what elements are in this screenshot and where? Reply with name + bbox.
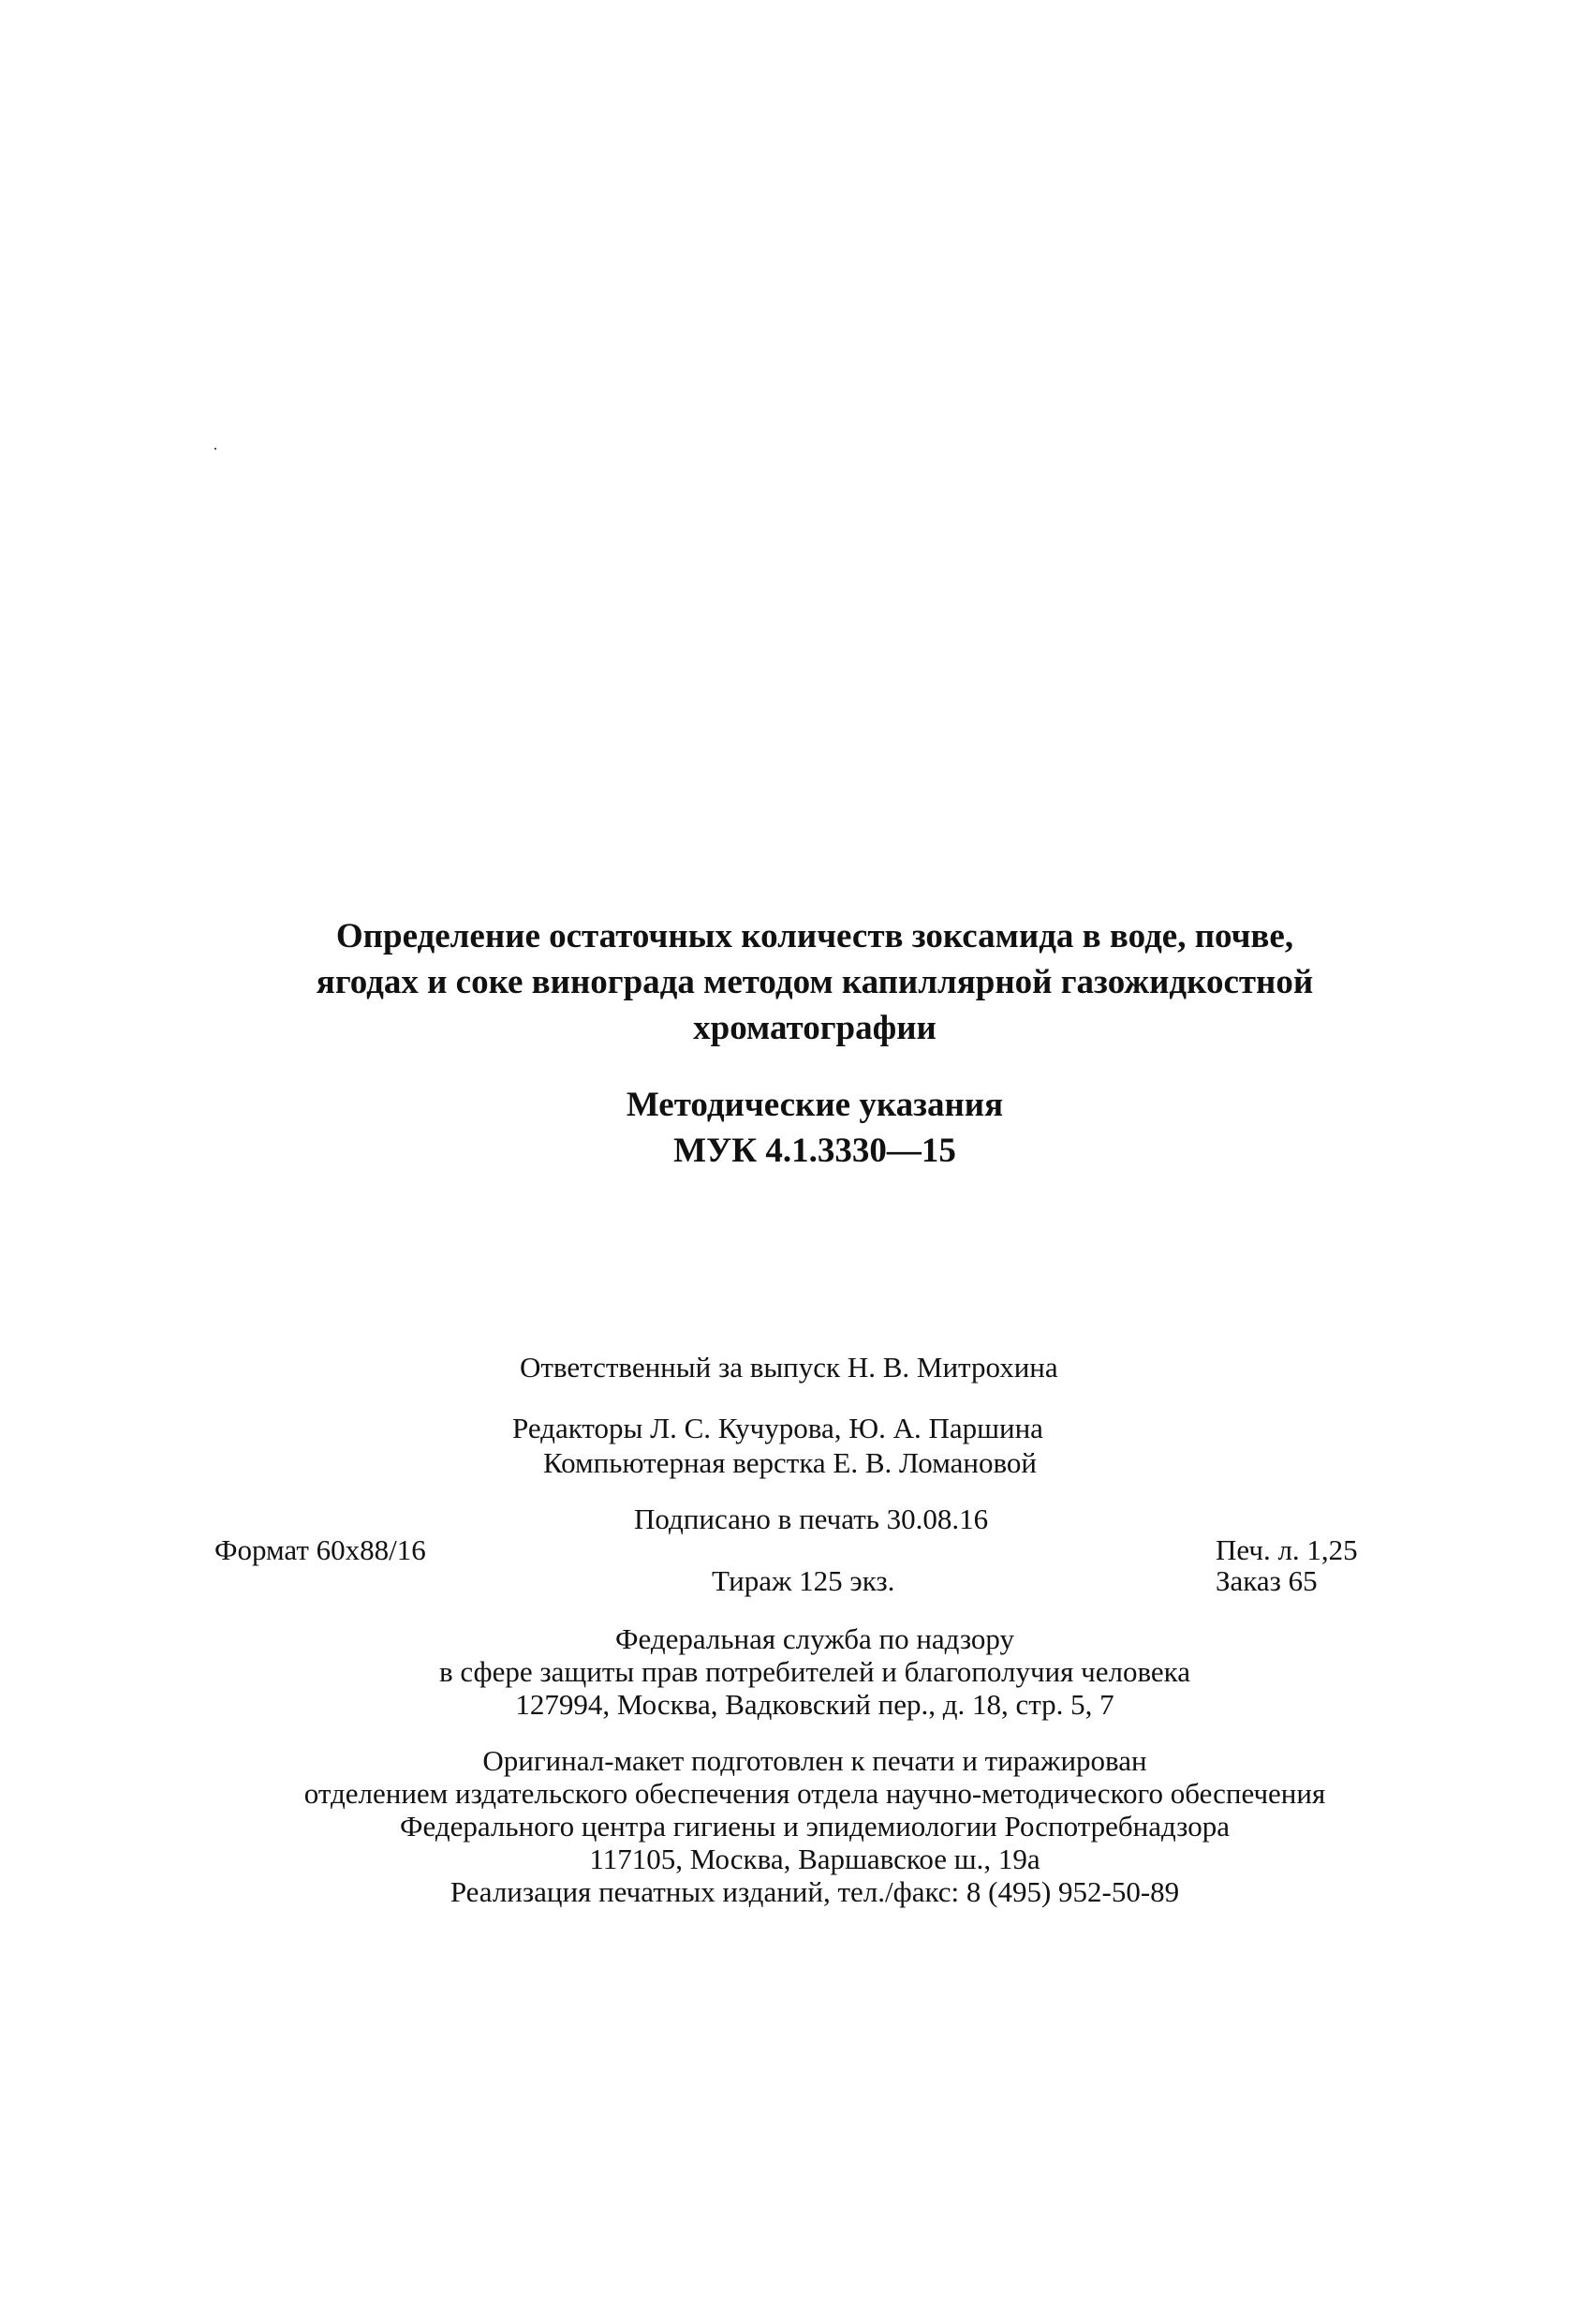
sales-contact: Реализация печатных изданий, тел./факс: 8 (495) 952-50-89 bbox=[450, 1875, 1180, 1908]
order-number: Заказ 65 bbox=[1216, 1564, 1318, 1597]
publisher-line: Федеральная служба по надзору bbox=[615, 1622, 1014, 1655]
printer-line: отделением издательского обеспечения отдела научно-методического обеспечения bbox=[303, 1777, 1326, 1810]
printer-line: Федерального центра гигиены и эпидемиологии Роспотребнадзора bbox=[400, 1810, 1230, 1843]
scan-speck bbox=[214, 448, 216, 450]
responsible-editor: Ответственный за выпуск Н. В. Митрохина bbox=[520, 1351, 1058, 1384]
printer-address: 117105, Москва, Варшавское ш., 19а bbox=[589, 1843, 1040, 1875]
editors: Редакторы Л. С. Кучурова, Ю. А. Паршина bbox=[512, 1412, 1043, 1444]
layout-credit: Компьютерная верстка Е. В. Ломановой bbox=[543, 1446, 1037, 1479]
printed-sheets: Печ. л. 1,25 bbox=[1216, 1533, 1358, 1566]
signed-date: Подписано в печать 30.08.16 bbox=[634, 1502, 989, 1535]
publisher-address: 127994, Москва, Вадковский пер., д. 18, стр. 5, 7 bbox=[515, 1688, 1114, 1721]
circulation: Тираж 125 экз. bbox=[712, 1564, 895, 1597]
document-title bbox=[187, 913, 1442, 1051]
publisher-line: в сфере защиты прав потребителей и благополучия человека bbox=[438, 1655, 1191, 1688]
title-line: Определение остаточных количеств зоксамида в воде, почве, bbox=[335, 917, 1294, 955]
title-line: ягодах и соке винограда методом капиллярной газожидкостной bbox=[316, 963, 1314, 1001]
document-type-label: Методические указания bbox=[626, 1086, 1004, 1124]
title-line: хроматографии bbox=[693, 1009, 937, 1047]
printer-line: Оригинал-макет подготовлен к печати и тиражирован bbox=[482, 1744, 1147, 1777]
paper-format: Формат 60х88/16 bbox=[214, 1533, 426, 1566]
document-code: МУК 4.1.3330—15 bbox=[673, 1132, 956, 1170]
document-type bbox=[187, 1082, 1442, 1174]
